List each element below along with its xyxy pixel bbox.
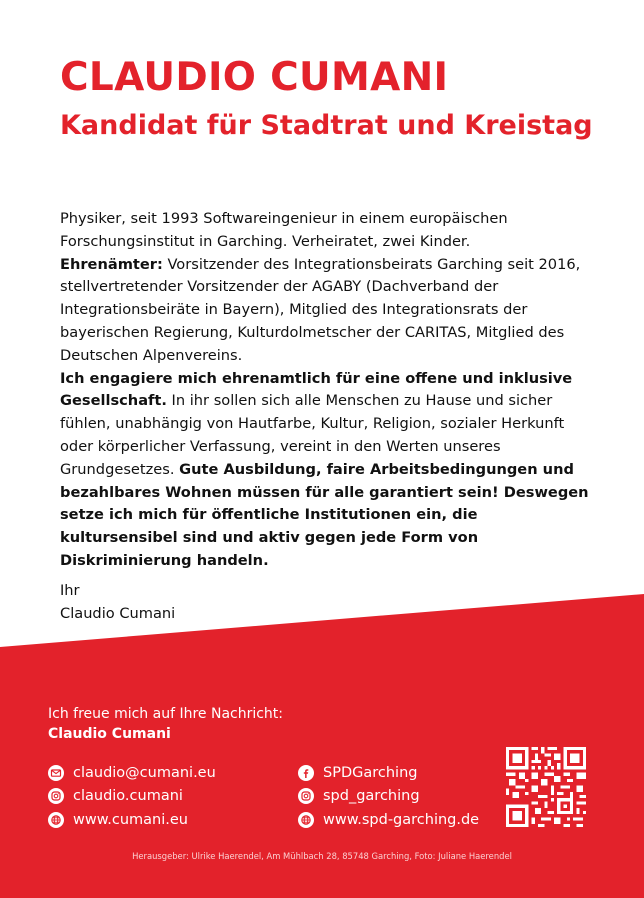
facebook-icon (298, 765, 314, 781)
contact-item-website[interactable] (48, 808, 216, 832)
contact-item-instagram[interactable] (48, 785, 216, 809)
signature-greeting: Ihr (60, 582, 80, 599)
contact-item-email[interactable] (48, 761, 216, 785)
signature-name: Claudio Cumani (60, 604, 176, 622)
bio-statement-text: In ihr sollen sich alle Menschen zu Hause und sicher fühlen, unabhängig von Hautfarbe, Kultur, Religion, sozialer Herkunft oder körperlicher Verfassung, vereint in den Werten unseres Grundgesetzes. (60, 392, 565, 478)
contact-facebook-text: SPDGarching (323, 764, 418, 781)
contact-party-instagram-text: spd_garching (323, 788, 420, 805)
instagram-icon (48, 788, 64, 804)
globe-icon (298, 812, 314, 828)
contact-item-facebook[interactable] (298, 761, 479, 785)
mail-icon (48, 765, 64, 781)
bio-honorary-label: Ehrenämter: (60, 255, 163, 273)
bio-honorary-text: Vorsitzender des Integrationsbeirats Garching seit 2016, stellvertretender Vorsitzender der AGABY (Dachverband der Integrationsbeiräte in Bayern), Mitglied des Integrationsrats der bayerischen Regierung, Kulturdolmetscher der CARITAS, Mitglied des Deutschen Alpenvereins. (60, 255, 581, 364)
candidate-name: CLAUDIO CUMANI (60, 55, 449, 100)
contact-website-text: www.cumani.eu (73, 811, 188, 828)
contact-list-party (298, 761, 479, 832)
qr-code[interactable] (506, 747, 586, 827)
contact-intro: Ich freue mich auf Ihre Nachricht: (48, 706, 284, 722)
contact-name: Claudio Cumani (48, 726, 171, 742)
contact-instagram-text: claudio.cumani (73, 788, 183, 805)
instagram-icon (298, 788, 314, 804)
contact-item-party-website[interactable] (298, 808, 479, 832)
contact-list-personal (48, 761, 216, 832)
bio-statement-bold: Ich engagiere mich ehrenamtlich für eine offene und inklusive Gesellschaft. (60, 369, 573, 410)
bio-paragraph-1: Physiker, seit 1993 Softwareingenieur in einem europäischen Forschungsinstitut in Garching. Verheiratet, zwei Kinder. (60, 210, 508, 250)
publisher-footer: Herausgeber: Ulrike Haerendel, Am Mühlbach 28, 85748 Garching, Foto: Juliane Haerendel (132, 851, 512, 861)
globe-icon (48, 812, 64, 828)
contact-party-website-text: www.spd-garching.de (323, 811, 480, 828)
contact-item-party-instagram[interactable] (298, 785, 479, 809)
contact-email-text: claudio@cumani.eu (73, 764, 216, 781)
candidate-subtitle: Kandidat für Stadtrat und Kreistag (60, 110, 593, 141)
bio-statement-bold-2: Gute Ausbildung, faire Arbeitsbedingungen und bezahlbares Wohnen müssen für alle garantiert sein! Deswegen setze ich mich für öffentliche Institutionen ein, die kultursensibel sind und aktiv gegen jede Form von Diskriminierung handeln. (60, 460, 589, 569)
